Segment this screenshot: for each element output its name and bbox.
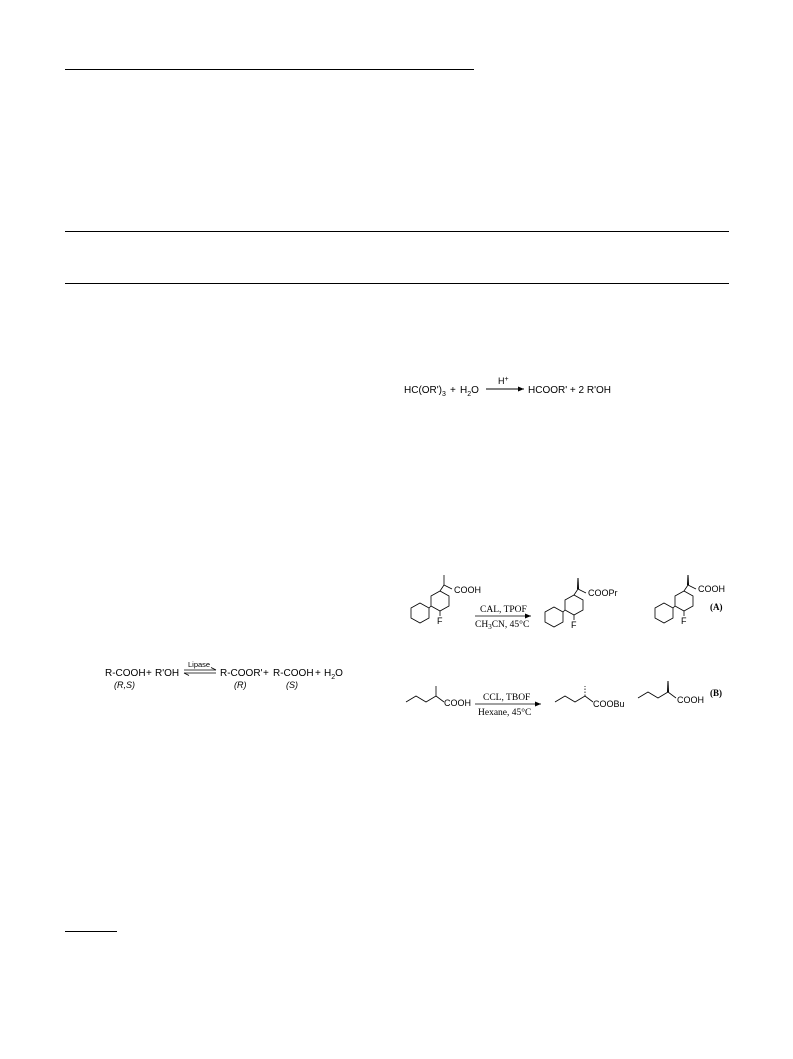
eq2-reactant: R-COOH <box>105 668 146 679</box>
scheme-a-acid2-label: COOH <box>698 584 725 594</box>
eq1-lhs-a: HC(OR') <box>404 385 443 396</box>
scheme-b-acid-label: COOH <box>444 698 471 708</box>
eq1-arrowhead <box>518 387 524 392</box>
footnote-rule <box>65 931 117 932</box>
svg-text:H2O <box>460 385 479 398</box>
eq2-plus3: + <box>315 668 321 679</box>
orthoformate-hydrolysis-equation <box>400 372 620 402</box>
scheme-a-flurbiprofen <box>400 565 735 635</box>
eq1-products: HCOOR' + 2 R'OH <box>528 385 611 396</box>
svg-text:CH3CN, 45°C <box>475 619 529 631</box>
flurbiprofen-acid-product-structure <box>655 585 696 623</box>
scheme-b-acid2-label: COOH <box>677 695 704 705</box>
scheme-b-label: (B) <box>710 688 722 698</box>
acid-product-chain <box>638 692 676 698</box>
flurbiprofen-propyl-ester-structure <box>545 589 586 627</box>
scheme-a-acid-label: COOH <box>454 585 481 595</box>
scheme-a-ester-wedge <box>577 578 579 589</box>
svg-text:HC(OR')3 <box>404 385 446 398</box>
scheme-a-fluoro2-label: F <box>571 620 577 630</box>
scheme-b-reagents-bottom: Hexane, 45°C <box>478 708 532 718</box>
section-bottom-rule <box>65 283 729 284</box>
eq1-lhs-a-sub: 3 <box>442 391 446 398</box>
scheme-b-ester-label: COOBu <box>593 699 625 709</box>
scheme-a-acid-wedge <box>687 575 689 585</box>
eq1-lhs-b-sub: 2 <box>467 391 472 398</box>
eq2-ester: R-COOR' <box>220 668 263 679</box>
scheme-b-methylpentanoic <box>400 674 735 724</box>
eq2-enzyme: Lipase <box>188 660 211 669</box>
eq2-acid-config: (S) <box>286 680 298 690</box>
eq2-water-end: O <box>335 668 343 679</box>
eq1-plus: + <box>450 385 456 396</box>
eq1-lhs-b-end: O <box>471 385 479 396</box>
scheme-a-reagents-bottom-sub: 3 <box>488 623 492 631</box>
lipase-resolution-equation <box>100 658 360 696</box>
scheme-a-reagents-bottom-a: CH <box>475 620 489 630</box>
header-rule <box>65 69 474 70</box>
racemic-acid-chain <box>406 696 444 702</box>
eq1-lhs-b: H <box>460 385 468 396</box>
eq2-alcohol: R'OH <box>155 668 180 679</box>
eq2-water: H <box>324 668 332 679</box>
svg-text:H+ <box>498 376 509 386</box>
ester-chain <box>555 696 593 702</box>
eq2-water-sub: 2 <box>331 674 336 681</box>
racemic-flurbiprofen-structure <box>411 575 452 623</box>
scheme-b-arrowhead <box>535 702 541 707</box>
svg-text:H2O <box>324 668 343 681</box>
eq2-plus1: + <box>146 668 152 679</box>
eq2-reactant-config: (R,S) <box>114 680 135 690</box>
eq2-plus2: + <box>263 668 269 679</box>
section-top-rule <box>65 231 729 232</box>
scheme-a-reagents-bottom-b: CN, 45°C <box>491 620 530 630</box>
scheme-a-fluoro-label: F <box>437 616 443 626</box>
scheme-a-fluoro3-label: F <box>681 616 687 626</box>
eq2-acid: R-COOH <box>273 668 314 679</box>
eq1-catalyst: H <box>498 376 505 386</box>
scheme-a-reagents-top: CAL, TPOF <box>480 605 527 615</box>
eq2-ester-config: (R) <box>234 680 247 690</box>
scheme-b-reagents-top: CCL, TBOF <box>483 693 531 703</box>
eq1-catalyst-sup: + <box>504 376 509 383</box>
scheme-a-ester-label: COOPr <box>588 588 618 598</box>
acid-product-wedge <box>667 681 669 692</box>
scheme-a-label: (A) <box>710 602 723 612</box>
